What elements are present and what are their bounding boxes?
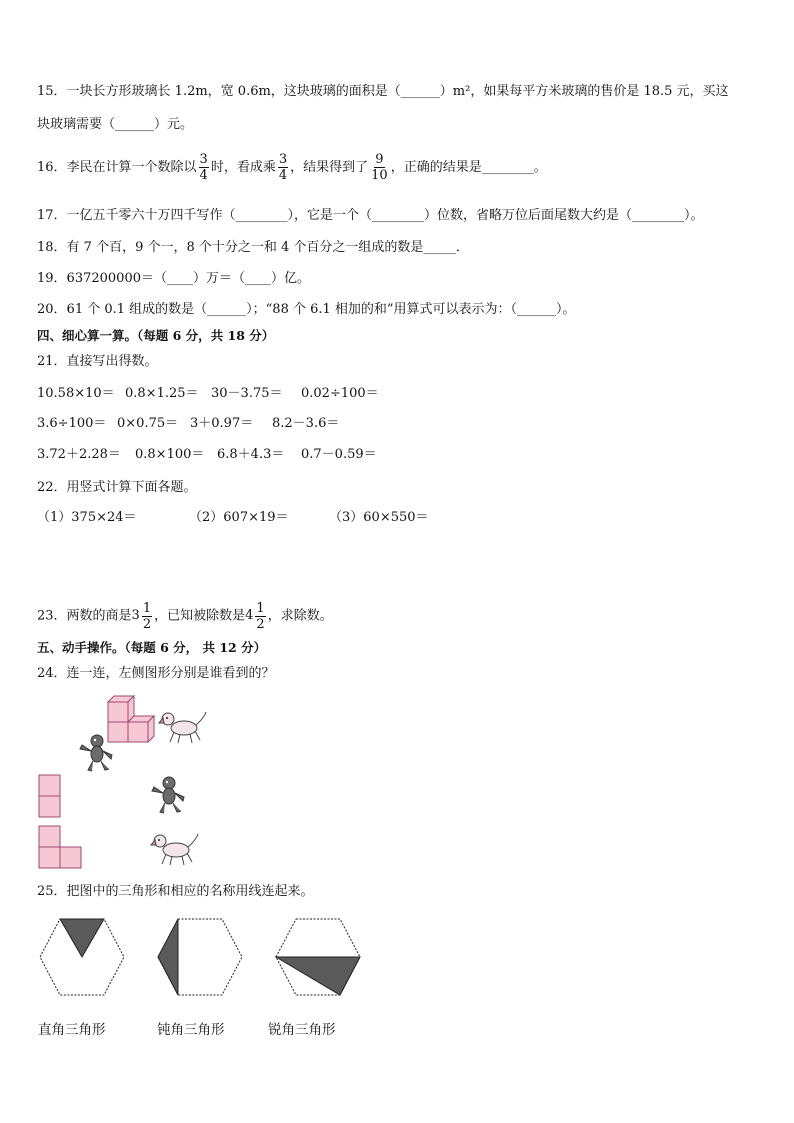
question-20: 20．61 个 0.1 组成的数是（______）；“88 个 6.1 相加的和”用算式可以表示为：（______）。	[37, 302, 576, 317]
q16-text-4: ，正确的结果是________。	[390, 160, 547, 175]
calc-item: 0.02÷100＝	[301, 386, 379, 401]
q16-fraction-1	[199, 152, 209, 183]
q16-text-1: 16．李民在计算一个数除以	[37, 160, 197, 175]
q16-fraction-2-denominator: 4	[278, 168, 288, 183]
monkey-icon	[150, 775, 188, 815]
calc-row-2	[37, 415, 339, 433]
question-25-title: 25．把图中的三角形和相应的名称用线连起来。	[37, 884, 314, 899]
q23-mixed-2-numerator: 1	[256, 600, 265, 616]
front-view-shape-1	[38, 774, 62, 818]
monkey-icon	[78, 733, 116, 773]
q23-text-1: 23．两数的商是	[37, 608, 132, 624]
question-22-items	[37, 509, 429, 527]
calc-item: 6.8＋4.3＝	[217, 447, 285, 462]
question-15-line-2: 块玻璃需要（______）元。	[37, 117, 194, 132]
q23-mixed-2-denominator: 2	[256, 616, 265, 632]
q23-mixed-2-fraction	[255, 601, 265, 632]
hexagon-figure-2	[156, 917, 244, 997]
calc-item: 0.8×1.25＝	[125, 386, 199, 401]
q16-fraction-3-numerator: 9	[375, 152, 384, 167]
q23-mixed-2-whole: 4	[245, 608, 254, 623]
calc-item: 0.8×100＝	[135, 447, 205, 462]
calc-item: 3.72＋2.28＝	[37, 447, 121, 462]
label-acute-triangle: 锐角三角形	[268, 1022, 336, 1038]
question-24-title: 24．连一连，左侧图形分别是谁看到的？	[37, 666, 275, 681]
q23-mixed-1-whole: 3	[131, 608, 140, 623]
section-5-heading: 五、动手操作。（每题 6 分， 共 12 分）	[37, 640, 267, 655]
question-21-title: 21．直接写出得数。	[37, 354, 158, 369]
calc-item: 3.6÷100＝	[37, 416, 107, 431]
q23-mixed-number-2	[245, 598, 268, 634]
calc-item: 8.2－3.6＝	[272, 416, 340, 431]
q16-fraction-2-numerator: 3	[278, 152, 288, 167]
calc-item: 0.7－0.59＝	[301, 447, 377, 462]
q16-fraction-3	[370, 152, 389, 183]
label-right-triangle: 直角三角形	[38, 1022, 106, 1038]
q23-mixed-1-fraction	[142, 601, 152, 632]
calc-item: 30－3.75＝	[211, 386, 283, 401]
vertical-calc-item: （1）375×24＝	[37, 510, 137, 525]
question-19: 19．637200000＝（____）万＝（____）亿。	[37, 271, 310, 286]
question-22-title: 22．用竖式计算下面各题。	[37, 480, 197, 495]
hexagon-figure-1	[38, 917, 126, 997]
q23-text-2: ，已知被除数是	[154, 608, 246, 624]
calc-row-1	[37, 385, 379, 403]
q16-fraction-1-numerator: 3	[199, 152, 208, 167]
q16-fraction-1-denominator: 4	[199, 168, 208, 183]
hexagon-figure-3	[274, 917, 362, 997]
calc-item: 3＋0.97＝	[190, 416, 254, 431]
dog-icon	[158, 708, 208, 746]
q16-fraction-2	[278, 152, 288, 183]
question-17: 17．一亿五千零六十万四千写作（________），它是一个（________）位数，省略万位后面尾数大约是（________）。	[37, 208, 704, 223]
label-obtuse-triangle: 钝角三角形	[157, 1022, 225, 1038]
q16-fraction-3-denominator: 10	[371, 168, 388, 183]
front-view-shape-2	[38, 825, 84, 869]
vertical-calc-item: （2）607×19＝	[189, 510, 289, 525]
section-4-heading: 四、细心算一算。（每题 6 分，共 18 分）	[37, 328, 275, 343]
calc-item: 0×0.75＝	[117, 416, 179, 431]
calc-row-3	[37, 446, 377, 464]
q16-text-3: ，结果得到了	[290, 160, 369, 175]
q16-text-2: 时，看成乘	[210, 160, 276, 175]
calc-item: 10.58×10＝	[37, 386, 115, 401]
q23-text-3: ，求除数。	[267, 608, 333, 624]
q23-mixed-number-1	[132, 598, 155, 634]
question-18: 18．有 7 个百，9 个一，8 个十分之一和 4 个百分之一组成的数是_____．	[37, 240, 469, 255]
vertical-calc-item: （3）60×550＝	[329, 510, 429, 525]
dog-icon	[150, 830, 200, 868]
q23-mixed-1-numerator: 1	[142, 600, 152, 616]
q23-mixed-1-denominator: 2	[142, 616, 152, 632]
question-15-line-1: 15．一块长方形玻璃长 1.2m，宽 0.6m，这块玻璃的面积是（______）m²，如果每平方米玻璃的售价是 18.5 元，买这	[37, 84, 729, 99]
question-23	[37, 598, 333, 635]
question-16	[37, 150, 547, 186]
